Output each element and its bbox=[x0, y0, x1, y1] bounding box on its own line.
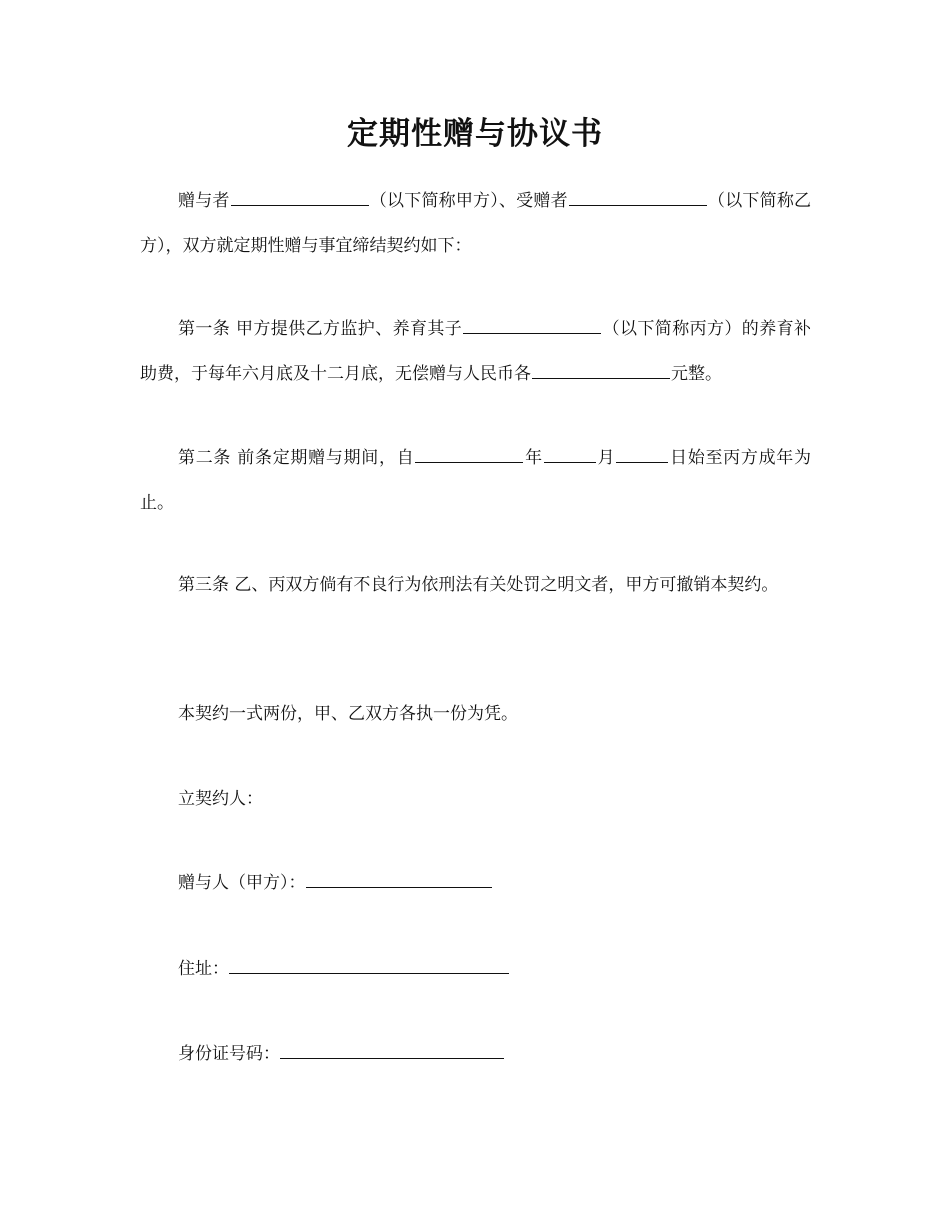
id-number-label: 身份证号码： bbox=[178, 1044, 280, 1064]
amount-blank[interactable] bbox=[532, 361, 670, 379]
document-title: 定期性赠与协议书 bbox=[347, 116, 603, 152]
article-1-text-2: （以下简称丙方）的养育补助费，于每年六月底及十二月底，无偿赠与人民币各 bbox=[140, 319, 812, 384]
preamble-text-2: （以下简称甲方）、受赠者 bbox=[369, 191, 568, 211]
donor-signature-row bbox=[178, 868, 492, 898]
donor-signature-label: 赠与人（甲方）： bbox=[178, 873, 306, 893]
article-1-text-1: 第一条 甲方提供乙方监护、养育其子 bbox=[178, 319, 463, 339]
article-2-text-1: 第二条 前条定期赠与期间，自 bbox=[178, 448, 415, 468]
id-number-row bbox=[178, 1039, 504, 1069]
recipient-name-blank[interactable] bbox=[569, 188, 707, 206]
article-2-month-label: 月 bbox=[596, 448, 616, 468]
article-1-paragraph bbox=[140, 307, 811, 397]
signatories-label: 立契约人： bbox=[178, 789, 263, 809]
article-3-text: 第三条 乙、丙双方倘有不良行为依刑法有关处罚之明文者，甲方可撤销本契约。 bbox=[178, 575, 779, 595]
child-name-blank[interactable] bbox=[463, 316, 601, 334]
article-3-paragraph bbox=[140, 563, 811, 608]
address-blank[interactable] bbox=[229, 955, 509, 974]
donor-signature-blank[interactable] bbox=[306, 869, 492, 888]
article-2-year-label: 年 bbox=[524, 448, 543, 468]
article-1-text-3: 元整。 bbox=[671, 364, 722, 384]
preamble-paragraph bbox=[140, 179, 811, 269]
start-day-blank[interactable] bbox=[616, 445, 668, 463]
start-year-blank[interactable] bbox=[415, 445, 523, 463]
preamble-text-1: 赠与者 bbox=[178, 191, 230, 211]
donor-name-blank[interactable] bbox=[231, 188, 369, 206]
copies-clause: 本契约一式两份，甲、乙双方各执一份为凭。 bbox=[178, 704, 518, 724]
start-month-blank[interactable] bbox=[544, 445, 596, 463]
address-label: 住址： bbox=[178, 959, 229, 979]
address-row bbox=[178, 954, 509, 984]
article-2-text-4: 日始至丙方成年为止。 bbox=[140, 448, 812, 513]
preamble-text-3: （以下简称乙方），双方就定期性赠与事宜缔结契约如下： bbox=[140, 191, 812, 256]
article-2-paragraph bbox=[140, 436, 811, 526]
id-number-blank[interactable] bbox=[280, 1040, 504, 1059]
